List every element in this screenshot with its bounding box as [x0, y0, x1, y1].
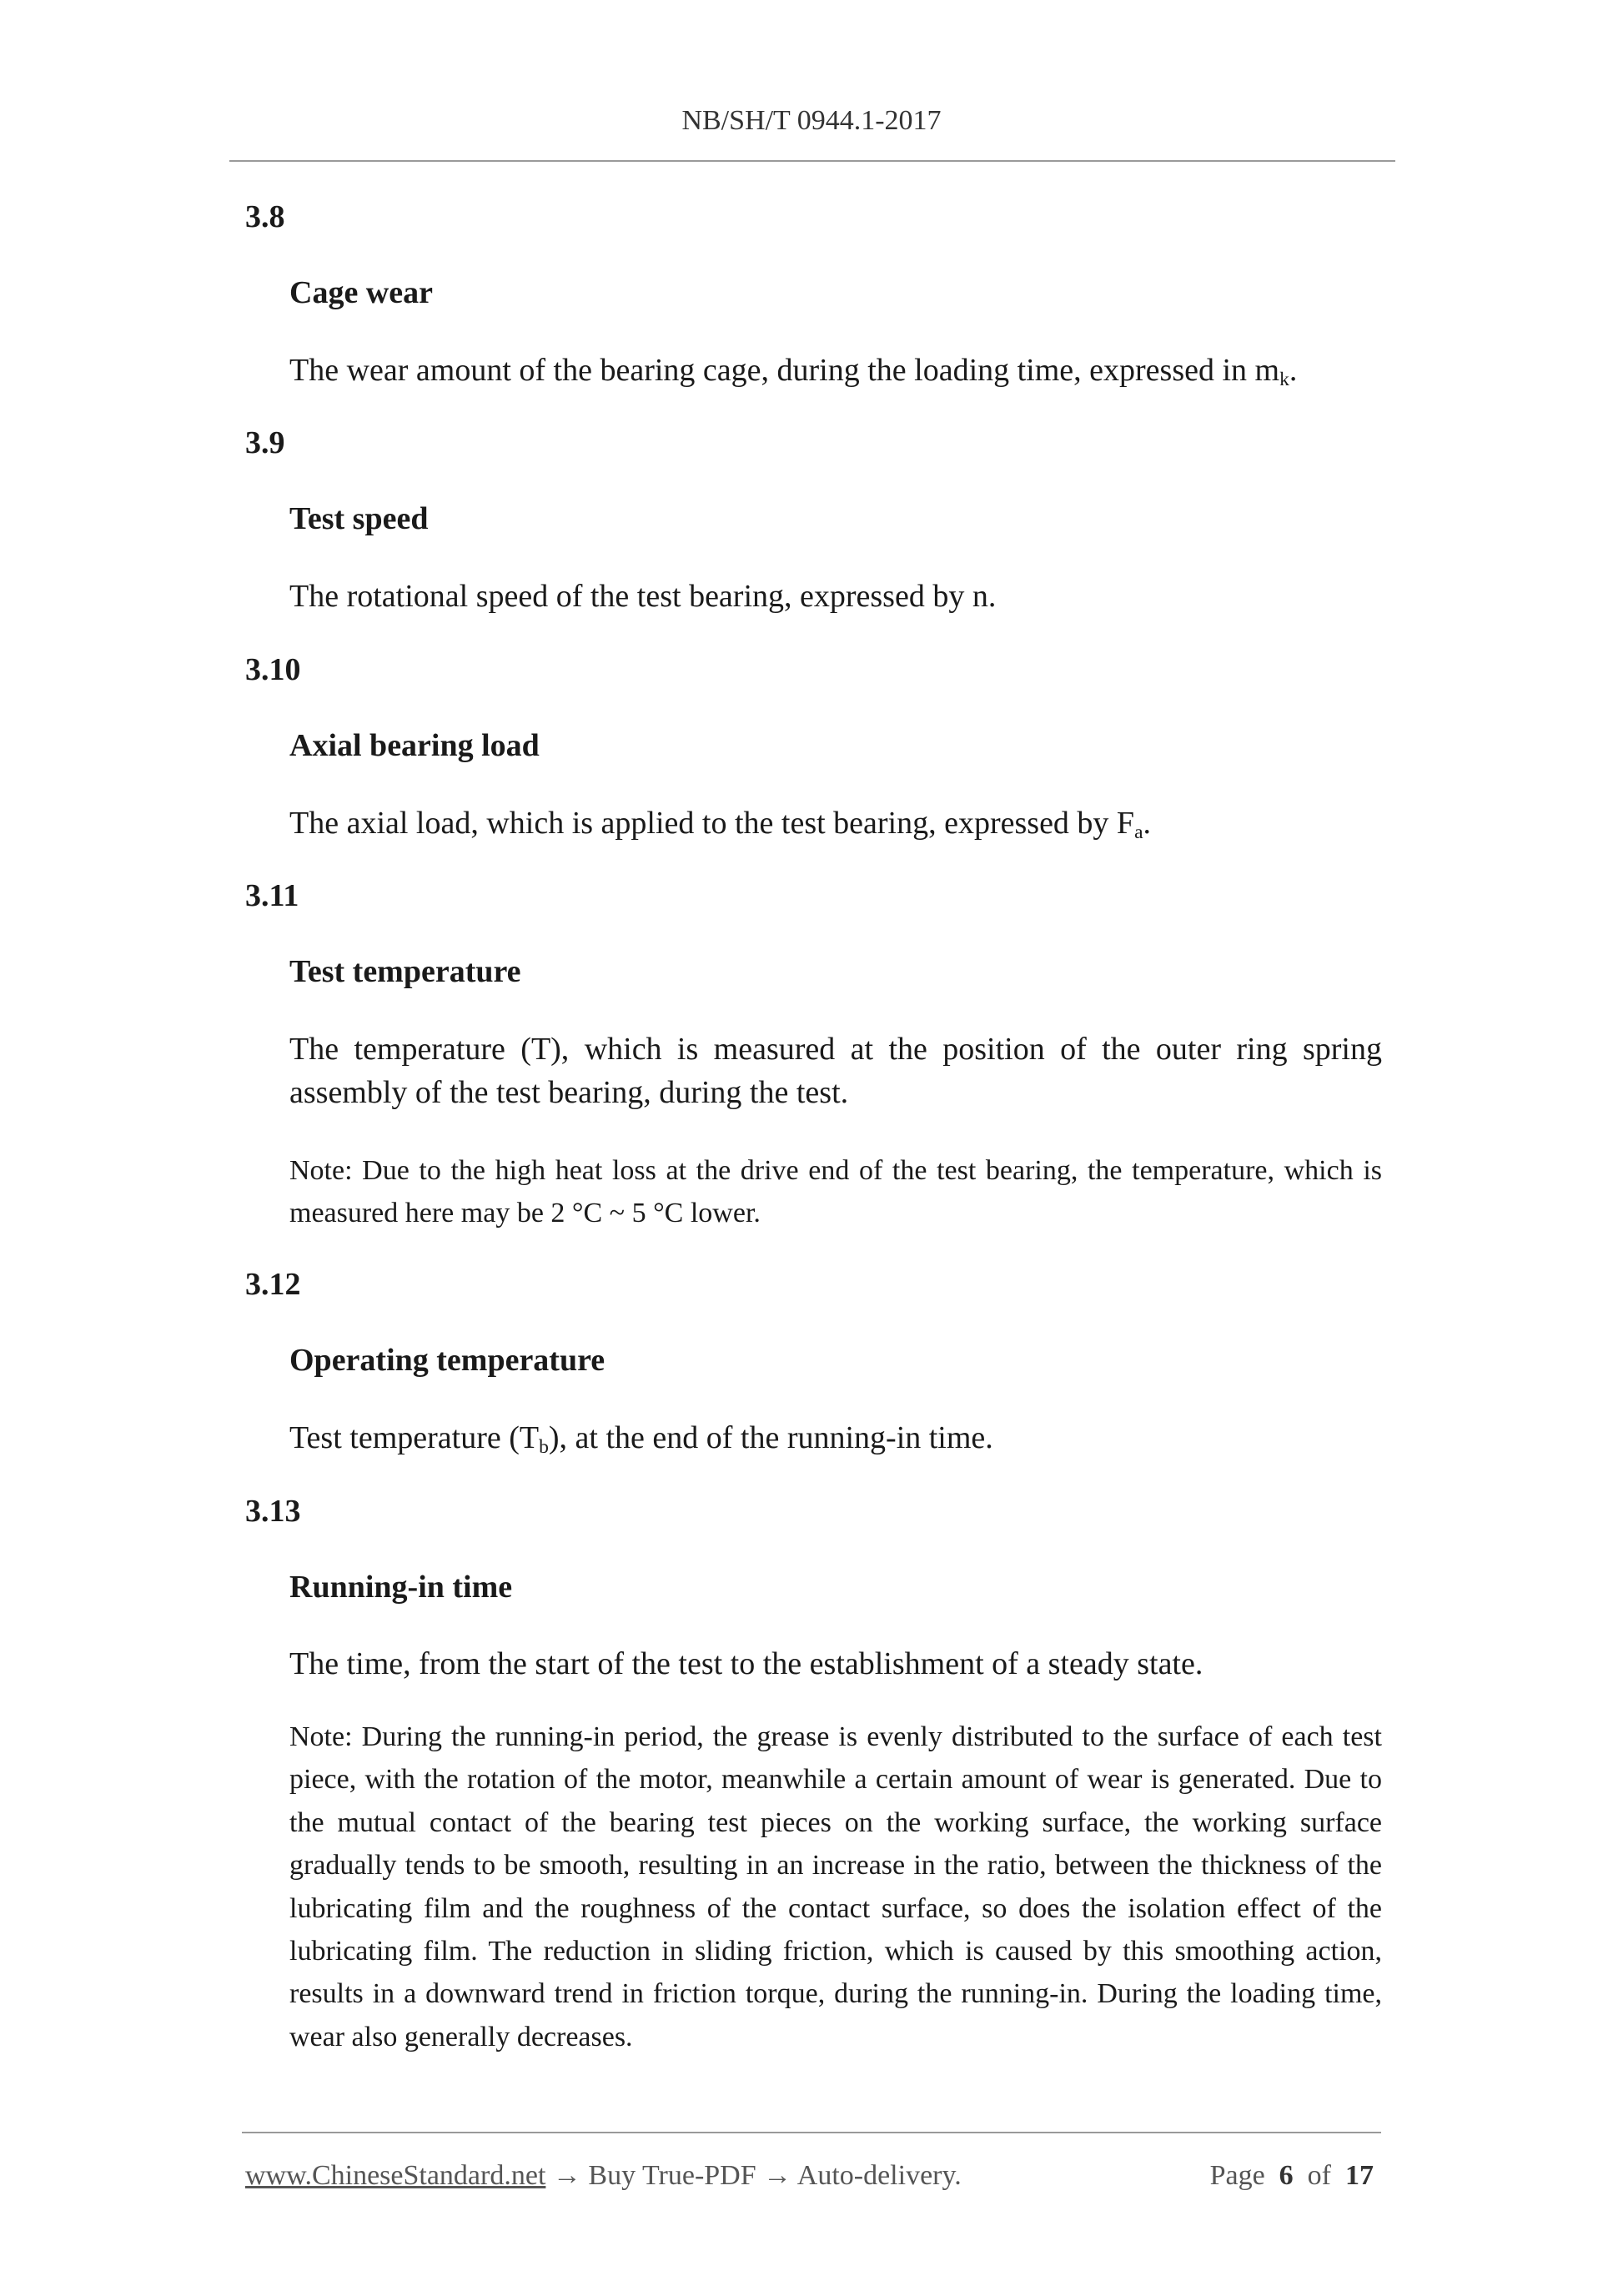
term-title: Axial bearing load: [289, 728, 540, 763]
website-link[interactable]: www.ChineseStandard.net: [245, 2160, 546, 2191]
section-number: 3.8: [245, 199, 285, 234]
footer-promo: [245, 2160, 962, 2192]
term-definition: The temperature (T), which is measured at the position of the outer ring spring assembly of the test bearing, during the test.: [289, 1032, 1382, 1110]
term-definition: The axial load, which is applied to the test bearing, expressed by $F_a$.: [289, 806, 1152, 843]
footer-divider: [242, 2132, 1381, 2133]
term-title: Operating temperature: [289, 1343, 605, 1378]
term-title: Test speed: [289, 501, 429, 536]
arrow-icon: →: [552, 2160, 581, 2191]
header-divider: [229, 160, 1395, 162]
section-number: 3.13: [245, 1494, 301, 1529]
term-definition: The wear amount of the bearing cage, during the loading time, expressed in $m_k$.: [289, 353, 1298, 390]
term-title: Test temperature: [289, 954, 521, 989]
section-number: 3.11: [245, 878, 299, 913]
term-note: Note: During the running-in period, the grease is evenly distributed to the surface of each test piece, with the rotation of the motor, meanwhile a certain amount of wear is generated. Due to the mutual contact of the bearing test pieces on the working surface, the working surface gradually tends to be smooth, resulting in an increase in the ratio, between the thickness of the lubricating film and the roughness of the contact surface, so does the isolation effect of the lubricating film. The reduction in sliding friction, which is caused by this smoothing action, results in a downward trend in friction torque, during the running-in. During the loading time, wear also generally decreases.: [289, 1721, 1382, 2052]
page-total: 17: [1345, 2160, 1374, 2191]
arrow-icon: →: [763, 2160, 792, 2191]
term-definition: The rotational speed of the test bearing, expressed by n.: [289, 579, 997, 614]
page-indicator: Page 6 of 17: [1209, 2160, 1374, 2191]
term-title: Cage wear: [289, 275, 433, 310]
term-definition: The time, from the start of the test to the establishment of a steady state.: [289, 1646, 1203, 1681]
section-number: 3.12: [245, 1267, 301, 1302]
term-title: Running-in time: [289, 1570, 513, 1605]
buy-label: Buy True-PDF: [588, 2160, 756, 2191]
page-number: 6: [1279, 2160, 1294, 2191]
delivery-label: Auto-delivery.: [796, 2160, 962, 2191]
term-definition: Test temperature $(T_b)$, at the end of the running-in time.: [289, 1420, 993, 1458]
term-note: Note: Due to the high heat loss at the drive end of the test bearing, the temperature, which is measured here may be 2 °C ~ 5 °C lower.: [289, 1155, 1382, 1229]
section-number: 3.9: [245, 425, 285, 460]
document-id: NB/SH/T 0944.1-2017: [681, 105, 942, 136]
section-number: 3.10: [245, 652, 301, 687]
